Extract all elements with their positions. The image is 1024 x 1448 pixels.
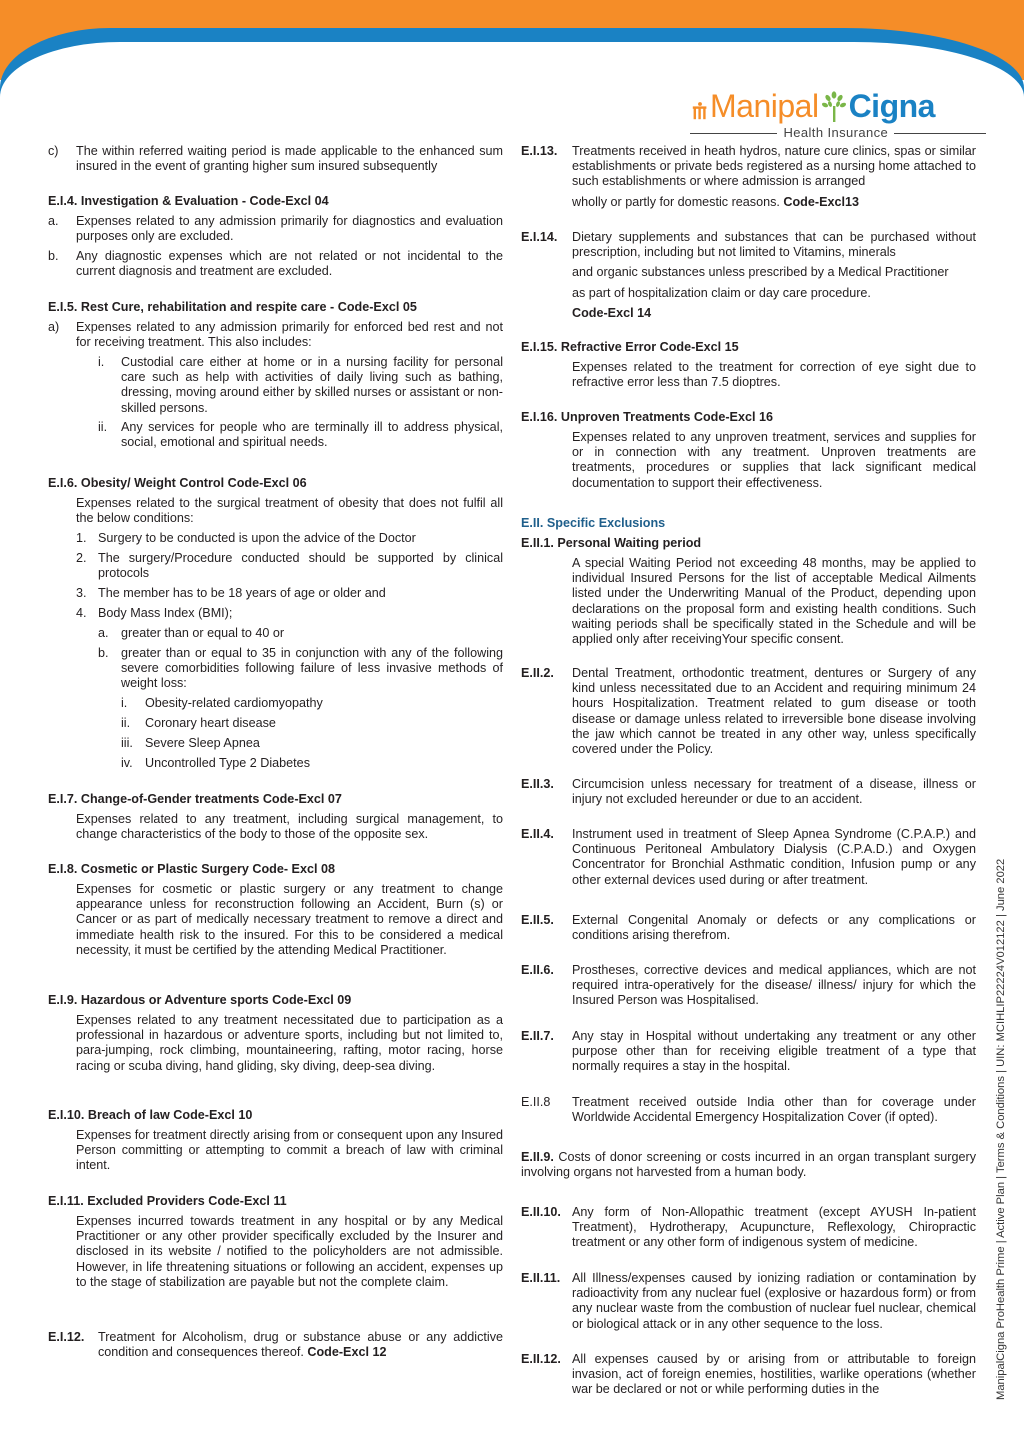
clause-text: Instrument used in treatment of Sleep Apnea Syndrome (C.P.A.P.) and Continuous Peritoneal Ambulatory Dialysis (C.P.A.D.) and Oxygen Concentrator for Bronchial Asthmatic condition, Infusion pump or any other external devices used during or after treatment. xyxy=(572,827,976,887)
section-text: Expenses for cosmetic or plastic surgery or any treatment to change appearance unless for reconstruction following an Accident, Burn (s) or Cancer or as part of medically necessary treatment to remove a direct and immediate health risk to the insured. For this to be considered a medical necessity, it must be certified by the attending Medical Practitioner. xyxy=(76,882,503,957)
clause-text: Treatments received in heath hydros, nature cure clinics, spas or similar establishments or private beds registered as a nursing home attached to such establishments or where admission is arranged xyxy=(572,144,976,189)
list-label: 2. xyxy=(76,551,87,565)
clause-code: Code-Excl 12 xyxy=(307,1345,387,1360)
list-label: 1. xyxy=(76,531,87,545)
clause-label: E.I.14. xyxy=(521,230,558,244)
list-label: 4. xyxy=(76,606,87,620)
clause-text: Costs of donor screening or costs incurred in an organ transplant surgery involving organs not harvested from a human body. xyxy=(521,1150,976,1180)
clause-label: E.II.12. xyxy=(521,1352,561,1366)
list-item xyxy=(48,551,503,581)
clause-text: Circumcision unless necessary for treatment of a disease, illness or injury not excluded hereunder or due to an accident. xyxy=(572,777,976,807)
logo-cigna-text: Cigna xyxy=(848,88,935,124)
clause-label: E.II.9. xyxy=(521,1150,554,1164)
list-text: Expenses related to any admission primarily for diagnostics and evaluation purposes only are excluded. xyxy=(76,214,503,244)
list-label: iii. xyxy=(121,736,133,750)
section-heading: E.I.6. Obesity/ Weight Control Code-Excl 06 xyxy=(48,476,307,490)
clause-eii3 xyxy=(521,777,976,807)
section-heading: E.I.11. Excluded Providers Code-Excl 11 xyxy=(48,1194,287,1208)
list-text: Surgery to be conducted is upon the advice of the Doctor xyxy=(98,531,416,545)
list-label: a) xyxy=(48,320,60,334)
clause-label: E.II.7. xyxy=(521,1029,554,1043)
section-heading: E.I.5. Rest Cure, rehabilitation and respite care - Code-Excl 05 xyxy=(48,300,417,314)
list-label: i. xyxy=(98,355,105,369)
clause-eii12 xyxy=(521,1352,976,1398)
clause-text: Any form of Non-Allopathic treatment (except AYUSH In-patient Treatment), Hydrotherapy, Acupuncture, Reflexology, Chiropractic treatment or any other form of indigenous system of medicine. xyxy=(572,1205,976,1250)
clause-label: E.II.6. xyxy=(521,963,554,977)
clause-text: wholly or partly for domestic reasons. xyxy=(572,194,780,209)
clause-text: Treatment for Alcoholism, drug or substance abuse or any addictive condition and consequences thereof. xyxy=(98,1330,503,1360)
logo-tagline xyxy=(690,126,986,140)
clause-label: E.II.5. xyxy=(521,913,554,927)
list-text: greater than or equal to 35 in conjunction with any of the following severe comorbidities following failure of less invasive methods of weight loss: xyxy=(121,646,503,691)
tagline-text: Health Insurance xyxy=(783,125,889,140)
list-text: Severe Sleep Apnea xyxy=(145,736,260,750)
list-text: The surgery/Procedure conducted should be supported by clinical protocols xyxy=(98,551,503,581)
clause-eii7 xyxy=(521,1029,976,1075)
clause-label: E.I.12. xyxy=(48,1330,85,1344)
list-item xyxy=(48,716,503,731)
list-item xyxy=(48,646,503,692)
clause-label: E.I.13. xyxy=(521,144,558,158)
list-label: a. xyxy=(98,626,109,640)
clause-text: External Congenital Anomaly or defects or any complications or conditions arising therefrom. xyxy=(572,913,976,943)
list-item xyxy=(48,606,503,621)
section-heading: E.I.9. Hazardous or Adventure sports Code-Excl 09 xyxy=(48,993,352,1007)
section-heading: E.II.1. Personal Waiting period xyxy=(521,536,702,550)
list-label: ii. xyxy=(98,420,108,434)
section-text: Expenses related to any unproven treatment, services and supplies for or in connection with any treatment. Unproven treatments are treatments, procedures or supplies that lack significant medical documentation to support their effectiveness. xyxy=(572,430,976,490)
clause-ei13 xyxy=(521,144,976,210)
section-text: A special Waiting Period not exceeding 48 months, may be applied to individual Insured Persons for the list of acceptable Medical Ailments listed under the Underwriting Manual of the Product, depending upon declarations on the proposal form and existing health conditions. Such waiting periods shall be specifically stated in the Schedule and will be applied only after receivingYour specific consent. xyxy=(572,556,976,647)
clause-ei12 xyxy=(48,1330,503,1360)
list-item xyxy=(48,420,503,450)
manipal-symbol-icon xyxy=(692,100,708,124)
clause-ei14 xyxy=(521,230,976,321)
section-heading: E.I.10. Breach of law Code-Excl 10 xyxy=(48,1108,253,1122)
clause-eii4 xyxy=(521,827,976,888)
clause-eii9 xyxy=(521,1150,976,1180)
clause-code: Code-Excl13 xyxy=(783,194,859,209)
list-item xyxy=(48,355,503,416)
list-item xyxy=(48,320,503,350)
list-text: Body Mass Index (BMI); xyxy=(98,606,233,620)
clause-label: c) xyxy=(48,144,59,158)
list-item xyxy=(48,756,503,771)
clause-label: E.II.4. xyxy=(521,827,554,841)
clause-eii10 xyxy=(521,1205,976,1251)
list-text: Coronary heart disease xyxy=(145,716,276,730)
section-heading: E.I.8. Cosmetic or Plastic Surgery Code- Excl 08 xyxy=(48,862,335,876)
list-label: 3. xyxy=(76,586,87,600)
clause-label: E.II.8 xyxy=(521,1095,551,1109)
section-text: Expenses incurred towards treatment in any hospital or by any Medical Practitioner or any other provider specifically excluded by the Insurer and disclosed in its website / notified to the policyholders are not admissible. However, in life threatening situations or following an accident, expenses up to the stage of stabilization are payable but not the complete claim. xyxy=(76,1214,503,1289)
section-text: Expenses related to the surgical treatment of obesity that does not fulfil all the below conditions: xyxy=(76,496,503,526)
clause-c xyxy=(48,144,503,174)
section-heading: E.I.7. Change-of-Gender treatments Code-Excl 07 xyxy=(48,792,342,806)
list-text: Expenses related to any admission primarily for enforced bed rest and not for receiving treatment. This also includes: xyxy=(76,320,503,350)
clause-label: E.II.10. xyxy=(521,1205,561,1219)
clause-eii2 xyxy=(521,666,976,757)
clause-text: and organic substances unless prescribed by a Medical Practitioner xyxy=(572,265,949,280)
section-text: Expenses related to any treatment, including surgical management, to change characteristics of the body to those of the opposite sex. xyxy=(76,812,503,842)
section-heading: E.I.16. Unproven Treatments Code-Excl 16 xyxy=(521,410,773,424)
list-label: iv. xyxy=(121,756,133,770)
list-text: Any diagnostic expenses which are not related or not incidental to the current diagnosis and treatment are excluded. xyxy=(76,249,503,279)
cigna-tree-icon xyxy=(821,90,847,124)
list-text: greater than or equal to 40 or xyxy=(121,626,285,640)
section-heading: E.I.15. Refractive Error Code-Excl 15 xyxy=(521,340,739,354)
side-footer-text: ManipalCigna ProHealth Prime | Active Plan | Terms & Conditions | UIN: MCIHLIP22224V012122 | June 2022 xyxy=(995,858,1007,1400)
list-item xyxy=(48,696,503,711)
section-text: Expenses related to any treatment necessitated due to participation as a professional in hazardous or adventure sports, including but not limited to, para-jumping, rock climbing, mountaineering, rafting, motor racing, horse racing or scuba diving, hand gliding, sky diving, deep-sea diving. xyxy=(76,1013,503,1073)
list-text: Uncontrolled Type 2 Diabetes xyxy=(145,756,310,770)
clause-text: Dietary supplements and substances that can be purchased without prescription, including but not limited to Vitamins, minerals xyxy=(572,230,976,260)
list-item xyxy=(48,626,503,641)
clause-label: E.II.2. xyxy=(521,666,554,680)
list-text: The member has to be 18 years of age or older and xyxy=(98,586,386,600)
section-text: Expenses for treatment directly arising from or consequent upon any Insured Person committing or attempting to commit a breach of law with criminal intent. xyxy=(76,1128,504,1173)
list-text: Obesity-related cardiomyopathy xyxy=(145,696,323,710)
list-label: b. xyxy=(98,646,109,660)
list-text: Custodial care either at home or in a nursing facility for personal care such as help with activities of daily living such as bathing, dressing, moving around either by skilled nurses or assistant or non-skilled persons. xyxy=(121,355,503,415)
logo-manipal-text: Manipal xyxy=(710,88,819,124)
clause-text: Treatment received outside India other than for coverage under Worldwide Accidental Emergency Hospitalization Cover (if opted). xyxy=(572,1095,976,1125)
clause-text: The within referred waiting period is made applicable to the enhanced sum insured in the event of granting higher sum insured subsequently xyxy=(76,144,503,174)
clause-label: E.II.3. xyxy=(521,777,554,791)
clause-eii6 xyxy=(521,963,976,1009)
list-label: a. xyxy=(48,214,59,228)
section-text: Expenses related to the treatment for correction of eye sight due to refractive error less than 7.5 dioptres. xyxy=(572,360,976,390)
list-label: b. xyxy=(48,249,59,263)
section-heading: E.I.4. Investigation & Evaluation - Code-Excl 04 xyxy=(48,194,329,208)
clause-text: as part of hospitalization claim or day care procedure. xyxy=(572,285,871,300)
clause-text: Dental Treatment, orthodontic treatment, dentures or Surgery of any kind unless necessitated due to an Accident and requiring minimum 24 hours Hospitalization. Treatment related to gum disease or tooth disease or damage unless related to irreversible bone disease involving the jaw which cannot be treated in any other way, unless specifically covered under the Policy. xyxy=(572,666,976,757)
clause-text: All Illness/expenses caused by ionizing radiation or contamination by radioactivity from any nuclear fuel (explosive or hazardous form) or from any nuclear waste from the combustion of nuclear fuel nuclear, chemical or biological attack or in any other sequence to the loss. xyxy=(572,1271,976,1331)
clause-eii11 xyxy=(521,1271,976,1332)
clause-label: E.II.11. xyxy=(521,1271,561,1285)
list-label: i. xyxy=(121,696,128,710)
list-item xyxy=(48,249,503,279)
manipal-cigna-logo xyxy=(690,84,986,142)
list-item xyxy=(48,586,503,601)
list-item xyxy=(48,531,503,546)
list-item xyxy=(48,214,503,244)
clause-text: Any stay in Hospital without undertaking any treatment or any other purpose other than for receiving eligible treatment of a type that normally requires a stay in the hospital. xyxy=(572,1029,976,1074)
clause-eii8 xyxy=(521,1095,976,1125)
clause-text: Prostheses, corrective devices and medical appliances, which are not required intra-operatively for the disease/ illness/ injury for which the Insured Person was Hospitalised. xyxy=(572,963,976,1008)
list-label: ii. xyxy=(121,716,131,730)
clause-text: All expenses caused by or arising from or attributable to foreign invasion, act of foreign enemies, hostilities, warlike operations (whether war be declared or not or while performing duties in the xyxy=(572,1352,976,1397)
list-text: Any services for people who are terminally ill to address physical, social, emotional and spiritual needs. xyxy=(121,420,503,450)
section-heading-blue: E.II. Specific Exclusions xyxy=(521,516,666,530)
clause-code: Code-Excl 14 xyxy=(572,305,652,320)
clause-eii5 xyxy=(521,913,976,943)
list-item xyxy=(48,736,503,751)
